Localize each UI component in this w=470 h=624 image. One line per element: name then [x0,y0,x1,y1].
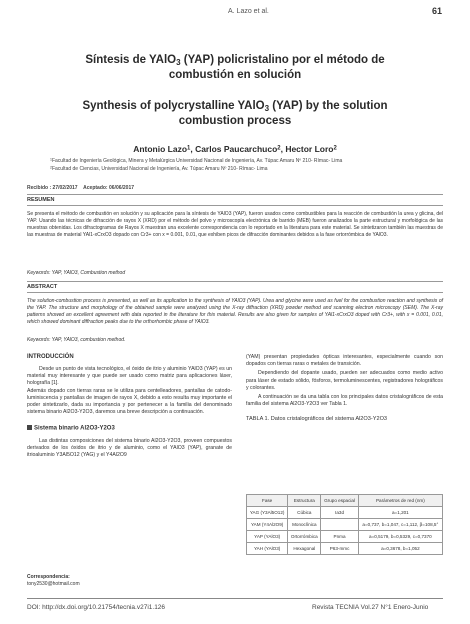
table-cell: a=0,3678, b=1,052 [358,543,442,555]
left-column [27,354,232,460]
correspondence [27,574,80,588]
crystallographic-data-table [246,494,443,555]
table-cell: P63-mmc [321,543,358,555]
table-cell: YAH (YAlO3) [247,543,288,555]
right-paragraph-2: Dependiendo del dopante usado, pueden ser adecuados como medio activo para láser de estado sólido, fósforos, termoluminescentes, registradores holográficos y colorantes. [246,370,443,391]
correspondence-label: Correspondencia: [27,574,70,580]
table-header-cell: Estructura [288,495,321,507]
table-cell: Hexagonal [288,543,321,555]
right-paragraph-1: (YAM) presentan propiedades ópticas interesantes, especialmente cuando son dopados con tierras raras o metales de transición. [246,354,443,368]
doi-link[interactable]: DOI: http://dx.doi.org/10.21754/tecnia.v27i1.126 [27,604,166,611]
abstract-keywords: Keywords: YAP, YAlO3, combustion method. [27,337,126,343]
footer-divider [27,598,443,599]
table-row [247,531,443,543]
running-header-authors: A. Lazo et al. [228,8,269,15]
table-cell: Pnma [321,531,358,543]
table-header-cell: Grupo espacial [321,495,358,507]
journal-citation: Revista TECNIA Vol.27 N°1 Enero-Junio [312,604,429,611]
resumen-heading: RESUMEN [27,197,55,203]
binary-system-heading: Sistema binario Al2O3-Y2O3 [27,425,232,432]
table-cell: a=0,5179, b=0,5329, c=0,7370 [358,531,442,543]
table-header-cell: Fase [247,495,288,507]
table-header-cell: Parámetros de red (nm) [358,495,442,507]
intro-paragraph-1: Desde un punto de vista tecnológico, el óxido de itrio y aluminio YAlO3 (YAP) es un material muy interesante y que puede ser usado como matriz para aplicaciones láser, holografía [1]. [27,366,232,387]
affiliation-2: $^2$Facultad de Ciencias, Universidad Nacional de Ingeniería, Av. Túpac Amaru Nº 210- Rímac- Lima [50,165,268,172]
correspondence-email[interactable]: tony2530@hotmail.com [27,581,80,587]
intro-heading: INTRODUCCIÓN [27,354,74,360]
binary-paragraph: Las distintas composiciones del sistema binario Al2O3-Y2O3, proveen compuestos derivados de los óxidos de itrio y de aluminio, como el YAlO3 (YAP), granate de itrioaluminio Y3Al5O12 (YAG) y el Y4Al2O9 [27,437,232,459]
divider [27,292,443,293]
table-row [247,543,443,555]
abstract-text: The solution-combustion process is presented, as well as its application to the synthesis of YAlO3 (YAP). Urea and glycine were used as fuel for the combustion reaction and synthesis of the YAP. The structure and morphology of the obtained sample were analyzed using the X-ray diffraction (XRD) powder method and scanning electron microscopy (SEM). The X-ray patterns showed an excellent agreement with data reported in the literature for this material. Results are also given for samples of YAl1-xCrxO3 doped with Cr3+, with x = 0.001, 0.01, which showed dominant diffraction peaks due to the orthorhombic phase of YAlO3. [27,298,443,325]
table-cell: a=1,201 [358,507,442,519]
table-cell: Cúbica [288,507,321,519]
title-spanish: Síntesis de YAlO$_3$ (YAP) policristalino por el método de combustión en solución [85,54,385,81]
article-dates: Recibido : 27/02/2017 Aceptado: 06/06/2017 [27,185,135,191]
table-cell: a=0,737, b=1,047, c=1,112, β=108,5° [358,519,442,531]
title-english: Synthesis of polycrystalline YAlO$_3$ (YAP) by the solution combustion process [82,100,388,127]
intro-paragraph-2: Además dopado con tierras raras se le utiliza para centelleadores, pantallas de catodo-luminiscencia y pantallas de imagen de rayos X, debido a esto resulta muy importante el poder sintetizarlo, dada su importancia y por pertenecer a la familia del denominado sistema binario Al2O3-Y2O3, daremos una breve descripción a continuación. [27,387,232,416]
table-cell: YAG (Y3Al5O12) [247,507,288,519]
divider [27,194,443,195]
author-list: Antonio Lazo$^1$, Carlos Paucarchuco$^2$, Hector Loro$^2$ [133,144,337,154]
table-cell [321,519,358,531]
right-paragraph-3: A continuación se da una tabla con los principales datos cristalográficos de esta familia del sistema Al2O3-Y2O3 ver Tabla 1. [246,394,443,408]
bullet-square-icon [27,425,32,430]
table-cell: Monoclínica [288,519,321,531]
table-row [247,519,443,531]
table-cell: YAM (Y4Al2O9) [247,519,288,531]
table-caption: TABLA 1. Datos cristalográficos del sistema Al2O3-Y2O3 [246,416,388,423]
table-cell: YAP (YAlO3) [247,531,288,543]
table-cell: Ortorrómbica [288,531,321,543]
page-number: 61 [432,6,443,16]
table-row [247,507,443,519]
table-cell: Ia3d [321,507,358,519]
resumen-text: Se presenta el método de combustión en solución y su aplicación para la síntesis de YAlO3 (YAP), fueron usados como combustibles para la reacción de combustión la urea y glicina, del YAP. Usando las técnicas de difracción de rayos X (XRD) por el método del polvo y microscopía electrónica de barrido (MEB) fueron analizados la parte estructural y morfológica de las muestras obtenidas. Los difractogramas de Rayos X muestran una excelente correspondencia con lo reportado en la literatura para este material. Se sintetizaron también las muestras de las muestras de material YAl1-xCrxO3 dopado con Cr3+ con x = 0.001, 0.01, que exhiben picos de difracción dominantes debidos a la fase ortorrómbica de YAlO3. [27,211,443,238]
affiliation-1: $^1$Facultad de Ingeniería Geológica, Minera y Metalúrgica Universidad Nacional de Ingeniería, Av. Túpac Amaru Nº 210- Rímac- Lima [50,157,343,164]
divider [27,205,443,206]
divider [27,281,443,282]
abstract-heading: ABSTRACT [27,284,58,290]
resumen-keywords: Keywords: YAP, YAlO3, Combustion method [27,270,126,276]
right-column [246,354,443,422]
